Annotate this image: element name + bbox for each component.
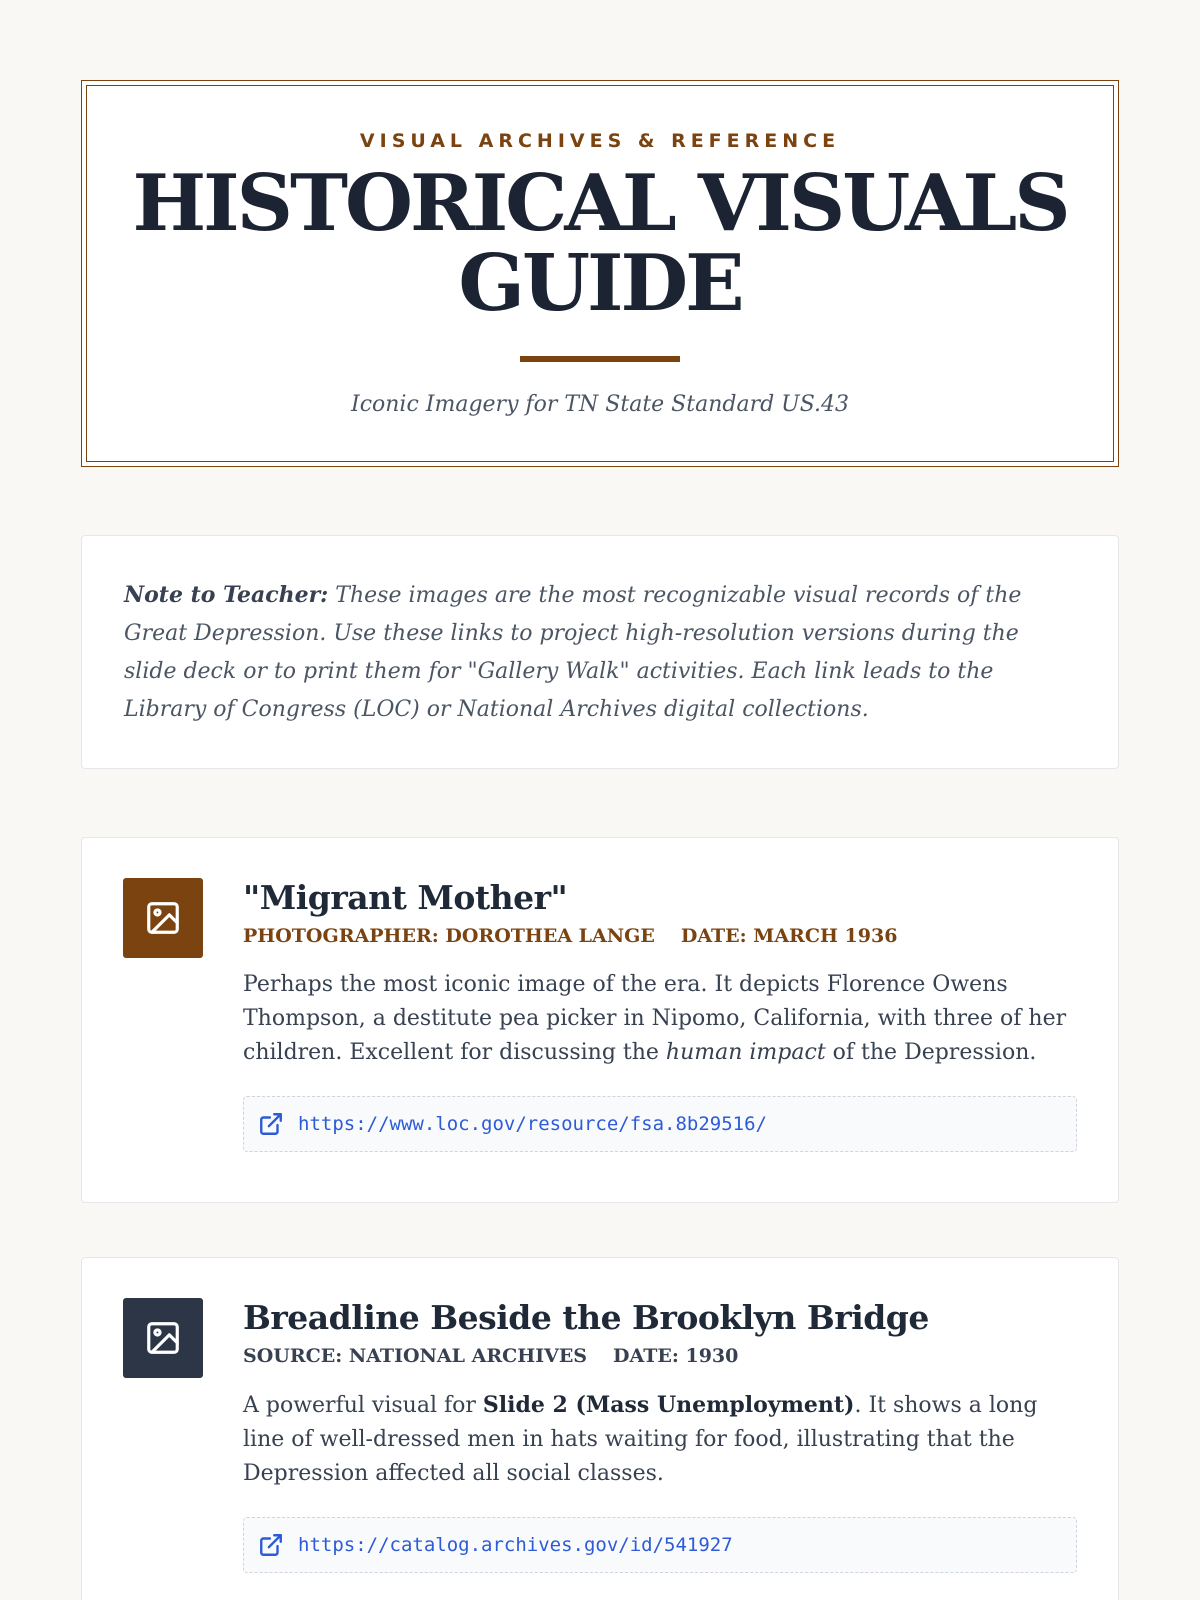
- entry-card-breadline: [81, 1257, 1119, 1600]
- title-line-2: GUIDE: [458, 238, 742, 329]
- teacher-note-text: [124, 576, 1076, 729]
- page-title: [87, 158, 1113, 329]
- entry-title: "Migrant Mother": [243, 878, 568, 917]
- entry-description: [243, 968, 1077, 1070]
- title-divider: [520, 356, 680, 362]
- desc-text-end: of the Depression.: [825, 1040, 1037, 1065]
- teacher-note-label: Note to Teacher:: [124, 582, 329, 608]
- header-frame: [86, 85, 1114, 462]
- entry-thumbnail: [123, 878, 203, 958]
- entry-date: DATE: MARCH 1936: [680, 925, 898, 947]
- entry-thumbnail: [123, 1298, 203, 1378]
- title-line-1: HISTORICAL VISUALS: [132, 158, 1068, 249]
- entry-body: [243, 878, 1077, 1162]
- entry-url[interactable]: https://catalog.archives.gov/id/541927: [298, 1534, 733, 1556]
- entry-source: SOURCE: NATIONAL ARCHIVES: [243, 1345, 588, 1367]
- entry-link[interactable]: [243, 1517, 1077, 1573]
- desc-text: Perhaps the most iconic image of the era. It depicts Florence Owens Thompson, a destitute pea picker in Nipomo, California, with three of her children. Excellent for discussing the: [243, 972, 1067, 1065]
- entry-meta: [243, 924, 1077, 948]
- desc-text: A powerful visual for: [243, 1393, 483, 1418]
- entry-meta: [243, 1344, 1077, 1368]
- page-subtitle: Iconic Imagery for TN State Standard US.43: [351, 392, 849, 417]
- desc-text-end: . It shows a long line of well-dressed men in hats waiting for food, illustrating that the Depression affected all social classes.: [243, 1393, 1038, 1486]
- guide-header: [81, 80, 1119, 467]
- entry-url[interactable]: https://www.loc.gov/resource/fsa.8b29516/: [298, 1113, 767, 1135]
- entry-card-migrant-mother: [81, 837, 1119, 1203]
- entry-description: [243, 1388, 1077, 1491]
- teacher-note: [81, 535, 1119, 769]
- entry-link[interactable]: [243, 1096, 1077, 1152]
- external-link-icon: [258, 1111, 284, 1137]
- image-icon: [144, 1319, 182, 1357]
- image-icon: [144, 899, 182, 937]
- desc-bold: Slide 2 (Mass Unemployment): [482, 1392, 855, 1418]
- entry-photographer: PHOTOGRAPHER: DOROTHEA LANGE: [243, 925, 655, 947]
- external-link-icon: [258, 1532, 284, 1558]
- teacher-note-body: These images are the most recognizable visual records of the Great Depression. Use these links to project high-resolution versions during the slide deck or to print them for "Gallery Walk" activities. Each link leads to the Library of Congress (LOC) or National Archives digital collections.: [124, 583, 1022, 722]
- entry-date: DATE: 1930: [613, 1345, 739, 1367]
- desc-emphasis: human impact: [665, 1040, 826, 1065]
- entry-body: [243, 1298, 1077, 1600]
- entry-title: Breadline Beside the Brooklyn Bridge: [243, 1298, 929, 1337]
- header-eyebrow: VISUAL ARCHIVES & REFERENCE: [359, 130, 841, 152]
